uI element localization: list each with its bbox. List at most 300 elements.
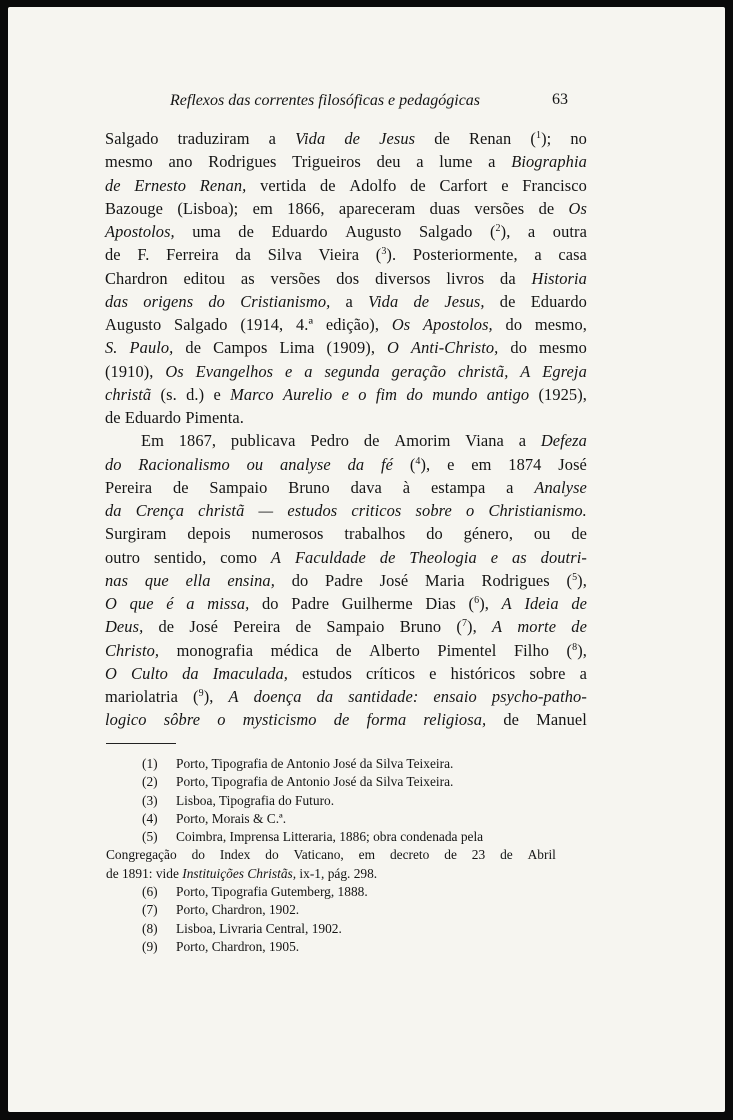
- word: [538, 383, 587, 406]
- word: [198, 499, 244, 522]
- word: [209, 476, 267, 499]
- word: [105, 150, 153, 173]
- text-run: a: [527, 222, 536, 241]
- word: [105, 499, 122, 522]
- text-run: ou: [533, 524, 551, 544]
- text-run: e: [213, 384, 221, 404]
- word: [434, 127, 450, 150]
- footnote-ref: 8: [572, 641, 578, 653]
- text-run: ),: [467, 617, 477, 637]
- text-run: do: [426, 524, 443, 544]
- italic-title: que: [144, 570, 169, 590]
- word: 23: [471, 847, 486, 863]
- text-run: e: [501, 175, 509, 195]
- footnote-number: (5): [142, 829, 158, 845]
- text-run: Salgado: [174, 315, 228, 334]
- text-run: Augusto: [345, 222, 402, 241]
- word: [488, 499, 586, 522]
- word: [105, 685, 178, 708]
- text-line: [105, 267, 587, 290]
- word: [558, 453, 587, 476]
- word: [325, 569, 363, 592]
- word: [200, 174, 247, 197]
- text-run: a: [488, 152, 496, 172]
- word: [501, 174, 508, 197]
- text-run: Pedro: [310, 431, 350, 451]
- word: [193, 685, 213, 708]
- italic-title: de: [413, 291, 430, 311]
- word: [366, 662, 415, 685]
- text-run: de: [363, 431, 380, 451]
- word: [368, 290, 398, 313]
- word: [541, 429, 587, 452]
- text-run: mesmo: [539, 338, 587, 358]
- word: [296, 615, 312, 638]
- text-run: ix-1, pág. 298.: [296, 865, 378, 881]
- word: [492, 615, 502, 638]
- word: do: [191, 847, 205, 863]
- text-run: Sampaio: [209, 477, 268, 497]
- word: [426, 522, 443, 545]
- footnote: [106, 846, 556, 864]
- text-run: em: [471, 454, 492, 474]
- word: [411, 336, 498, 359]
- italic-title: christã: [198, 501, 245, 520]
- word: [375, 267, 430, 290]
- text-line: [105, 174, 587, 197]
- word: [105, 383, 151, 406]
- italic-title: nas: [105, 570, 129, 590]
- text-run: Porto, Morais & C.ª.: [176, 810, 287, 826]
- text-run: a: [506, 477, 514, 497]
- text-run: ),: [479, 594, 489, 613]
- word: [406, 383, 423, 406]
- italic-title: fé: [380, 454, 393, 474]
- italic-title: Jesus,: [444, 291, 485, 311]
- word: [260, 174, 306, 197]
- text-run: Filho: [513, 640, 550, 660]
- word: [423, 708, 486, 731]
- text-run: de 1891: vide: [106, 865, 183, 881]
- footnote-number: (1): [142, 756, 158, 771]
- word: [571, 615, 587, 638]
- footnote-number: (9): [142, 938, 158, 954]
- text-line: [105, 662, 587, 685]
- word: [271, 546, 281, 569]
- text-run: Renan: [468, 129, 512, 148]
- word: [571, 522, 587, 545]
- footnote: [106, 755, 556, 773]
- italic-title: o: [466, 501, 475, 520]
- italic-title: e: [490, 547, 499, 567]
- text-run: Padre: [325, 570, 363, 590]
- text-run: a: [268, 129, 277, 148]
- text-run: Porto, Tipografia Gutemberg, 1888.: [176, 884, 368, 900]
- text-run: diversos: [375, 268, 431, 288]
- text-run: Posteriormente,: [412, 245, 518, 265]
- italic-title: as: [511, 547, 527, 567]
- italic-title: Biographia: [511, 152, 587, 172]
- italic-title: de: [571, 594, 587, 613]
- italic-title: psycho-patho-: [491, 687, 587, 706]
- word: [105, 476, 152, 499]
- italic-title: o: [217, 710, 226, 730]
- word: [381, 453, 393, 476]
- word: [413, 243, 518, 266]
- text-run: Vieira: [318, 245, 360, 265]
- footnote-text: [176, 902, 299, 917]
- word: [377, 150, 401, 173]
- word: [173, 476, 189, 499]
- text-run: sentido,: [154, 547, 207, 567]
- italic-title: christã,: [457, 361, 509, 381]
- word: [105, 197, 163, 220]
- word: [419, 220, 473, 243]
- word: [105, 522, 167, 545]
- word: [259, 499, 274, 522]
- italic-title: de: [344, 129, 361, 148]
- text-run: Trigueiros: [292, 152, 361, 172]
- word: [447, 453, 454, 476]
- italic-title: logico: [105, 710, 147, 730]
- italic-title: o: [358, 384, 367, 404]
- word: [342, 383, 349, 406]
- word: [344, 127, 360, 150]
- text-run: estudos: [302, 663, 352, 683]
- text-run: (: [530, 129, 536, 148]
- text-run: Bazouge: [105, 198, 164, 218]
- word: [416, 150, 423, 173]
- text-run: de: [172, 477, 189, 497]
- text-line: [105, 243, 587, 266]
- text-run: (Lisboa);: [177, 198, 239, 218]
- word: [186, 592, 194, 615]
- italic-title: e: [285, 361, 293, 381]
- text-line: [105, 360, 587, 383]
- text-line: [105, 406, 587, 429]
- word: [253, 197, 273, 220]
- italic-title: Historia: [531, 268, 587, 288]
- word: [317, 685, 334, 708]
- italic-title: criticos: [351, 501, 402, 520]
- word: [541, 546, 587, 569]
- word: [534, 522, 551, 545]
- text-run: Rodrigues: [208, 152, 277, 172]
- text-line: [105, 336, 587, 359]
- italic-title: doutri-: [540, 547, 587, 567]
- word: [536, 708, 587, 731]
- italic-title: Ideia: [524, 594, 559, 613]
- word: [520, 360, 530, 383]
- word: [292, 569, 309, 592]
- italic-title: A: [501, 594, 512, 613]
- italic-title: santidade:: [348, 687, 419, 706]
- text-run: outra: [552, 222, 587, 241]
- text-run: ).: [386, 245, 397, 265]
- word: [105, 220, 175, 243]
- text-run: e: [447, 454, 455, 474]
- italic-title: ensaio: [433, 687, 477, 706]
- footnote: [106, 792, 556, 810]
- word: [208, 150, 276, 173]
- text-run: de: [434, 129, 450, 148]
- footnote-text: [176, 921, 342, 936]
- text-run: a: [579, 663, 587, 683]
- italic-title: Instituições Christãs,: [182, 865, 297, 881]
- text-run: (: [468, 594, 475, 613]
- text-run: a: [345, 291, 353, 311]
- footnote-number: (4): [142, 810, 158, 826]
- word: [512, 546, 527, 569]
- text-run: Adolfo: [349, 175, 397, 195]
- word: [271, 267, 321, 290]
- word: [243, 708, 317, 731]
- footnote-number: (2): [142, 774, 158, 790]
- text-run: em: [252, 198, 273, 218]
- word: [567, 569, 587, 592]
- italic-title: Vida: [295, 129, 326, 148]
- italic-title: Egreja: [542, 361, 587, 381]
- text-run: de: [158, 617, 175, 637]
- text-run: as: [240, 268, 255, 288]
- word: [491, 546, 498, 569]
- text-run: 4.ª: [296, 315, 314, 334]
- word: [409, 546, 476, 569]
- text-run: vertida: [260, 175, 307, 195]
- italic-title: do: [406, 384, 423, 404]
- word: [220, 546, 257, 569]
- footnote-ref: 5: [572, 571, 578, 583]
- text-run: à: [402, 477, 411, 497]
- text-line: [105, 522, 587, 545]
- text-run: ),: [577, 570, 587, 590]
- italic-title: O: [105, 663, 117, 683]
- italic-title: Culto: [131, 663, 168, 683]
- text-run: mesmo,: [534, 315, 587, 334]
- italic-title: mysticismo: [242, 710, 317, 730]
- italic-title: Vida: [368, 291, 399, 311]
- word: [105, 336, 118, 359]
- word: [238, 220, 254, 243]
- text-run: ),: [500, 222, 511, 241]
- word: [186, 383, 204, 406]
- text-run: médica: [270, 640, 319, 660]
- word: [105, 406, 121, 429]
- word: [105, 360, 154, 383]
- word: [403, 476, 410, 499]
- word: [466, 499, 474, 522]
- italic-title: doença: [253, 687, 302, 706]
- italic-title: origens: [143, 291, 194, 311]
- word: [125, 406, 181, 429]
- word: [524, 592, 558, 615]
- word: [413, 290, 429, 313]
- italic-title: a: [304, 361, 313, 381]
- text-run: Porto, Chardron, 1905.: [176, 938, 300, 954]
- text-run: do: [291, 570, 309, 590]
- text-run: Pimentel: [437, 640, 497, 660]
- word: [532, 267, 587, 290]
- text-run: de: [295, 617, 312, 637]
- italic-title: A: [228, 687, 239, 706]
- text-run: de: [571, 524, 587, 544]
- word: [326, 615, 384, 638]
- text-run: de: [105, 245, 121, 265]
- text-run: (1910),: [105, 361, 154, 381]
- word: [522, 174, 587, 197]
- italic-title: de: [333, 710, 350, 730]
- text-run: apareceram: [338, 198, 416, 218]
- text-run: dos: [336, 268, 360, 288]
- word: [269, 127, 276, 150]
- text-run: Eduardo: [530, 291, 587, 311]
- word: [279, 336, 314, 359]
- word: [392, 360, 446, 383]
- word: [185, 336, 201, 359]
- word: [439, 150, 472, 173]
- italic-title: antigo: [486, 384, 530, 404]
- footnote-ref: 3: [381, 246, 387, 258]
- footnote-number: (7): [142, 902, 158, 918]
- word: [159, 615, 175, 638]
- word: [430, 197, 460, 220]
- italic-title: que: [129, 594, 154, 613]
- word: [178, 127, 250, 150]
- text-run: Campos: [213, 338, 268, 358]
- text-run: José: [558, 454, 587, 474]
- footnote: [106, 938, 556, 956]
- word: [291, 592, 329, 615]
- italic-title: O: [387, 338, 399, 358]
- text-line: [105, 685, 587, 708]
- word: [558, 243, 587, 266]
- word: [349, 174, 396, 197]
- word: [310, 429, 349, 452]
- text-run: Pereira: [105, 477, 153, 497]
- italic-title: Apostolos,: [105, 222, 175, 241]
- text-run: (1914,: [240, 315, 284, 334]
- text-run: publicava: [230, 431, 296, 451]
- italic-title: Os: [391, 315, 411, 334]
- word: [230, 383, 274, 406]
- word: [136, 499, 184, 522]
- word: [519, 429, 526, 452]
- word: [105, 267, 168, 290]
- italic-title: Aurelio: [283, 384, 333, 404]
- word: [348, 685, 418, 708]
- word: [432, 383, 477, 406]
- footnote-number: (6): [142, 884, 158, 900]
- text-run: José: [379, 570, 409, 590]
- italic-title: e: [341, 384, 349, 404]
- word: [134, 174, 186, 197]
- text-run: ),: [577, 640, 587, 660]
- text-run: d.): [186, 384, 205, 404]
- text-run: mesmo: [105, 152, 153, 172]
- word: [145, 569, 169, 592]
- text-run: no: [570, 129, 587, 148]
- word: [105, 453, 122, 476]
- word: [487, 383, 530, 406]
- text-run: Padre: [291, 594, 330, 613]
- word: [376, 383, 397, 406]
- word: [262, 592, 279, 615]
- footnote-ref: 1: [535, 130, 542, 141]
- word: [469, 127, 511, 150]
- word: [376, 243, 396, 266]
- italic-title: Os: [568, 198, 587, 218]
- footnote-number: (3): [142, 792, 158, 808]
- text-run: de: [238, 222, 254, 241]
- word: [241, 267, 255, 290]
- word: [131, 662, 168, 685]
- italic-title: A: [492, 617, 503, 637]
- word: [344, 522, 405, 545]
- footnote-text: [176, 829, 483, 844]
- word: [271, 639, 319, 662]
- text-run: do: [505, 315, 523, 334]
- word: [394, 429, 450, 452]
- footnote: [106, 828, 556, 846]
- word: [567, 639, 587, 662]
- word: [392, 313, 410, 336]
- word: [105, 127, 159, 150]
- word: [196, 360, 273, 383]
- text-run: Maria: [425, 570, 465, 590]
- italic-title: da: [105, 501, 122, 520]
- word: [235, 243, 251, 266]
- text-run: de: [105, 408, 121, 427]
- word: [304, 360, 312, 383]
- footnote: [106, 920, 556, 938]
- text-run: de: [336, 640, 352, 660]
- word: [351, 476, 382, 499]
- word: [105, 615, 143, 638]
- footnote-rule: [106, 743, 176, 744]
- word: [431, 476, 485, 499]
- footnote-ref: 4: [415, 455, 421, 467]
- word: decreto: [389, 847, 430, 863]
- word: [425, 569, 465, 592]
- word: [492, 685, 587, 708]
- word: [410, 174, 426, 197]
- text-run: 1874: [508, 454, 542, 474]
- italic-title: religiosa,: [423, 710, 487, 730]
- text-run: deu: [376, 152, 401, 172]
- word: [444, 290, 484, 313]
- word: [539, 197, 555, 220]
- word: [192, 220, 221, 243]
- word: [105, 290, 128, 313]
- word: [247, 453, 264, 476]
- text-run: outro: [105, 547, 141, 567]
- word: [213, 383, 220, 406]
- text-run: versões: [270, 268, 321, 288]
- word: [268, 243, 302, 266]
- text-run: históricos: [450, 663, 516, 683]
- italic-title: Defeza: [540, 431, 587, 451]
- italic-title: Apostolos,: [423, 315, 493, 334]
- text-run: trabalhos: [344, 524, 406, 544]
- text-run: críticos: [366, 663, 416, 683]
- text-run: Silva: [267, 245, 302, 265]
- text-line: [105, 290, 587, 313]
- italic-title: ella: [185, 570, 211, 590]
- word: [351, 499, 401, 522]
- word: [283, 383, 332, 406]
- word: [105, 569, 128, 592]
- text-line: [105, 429, 587, 452]
